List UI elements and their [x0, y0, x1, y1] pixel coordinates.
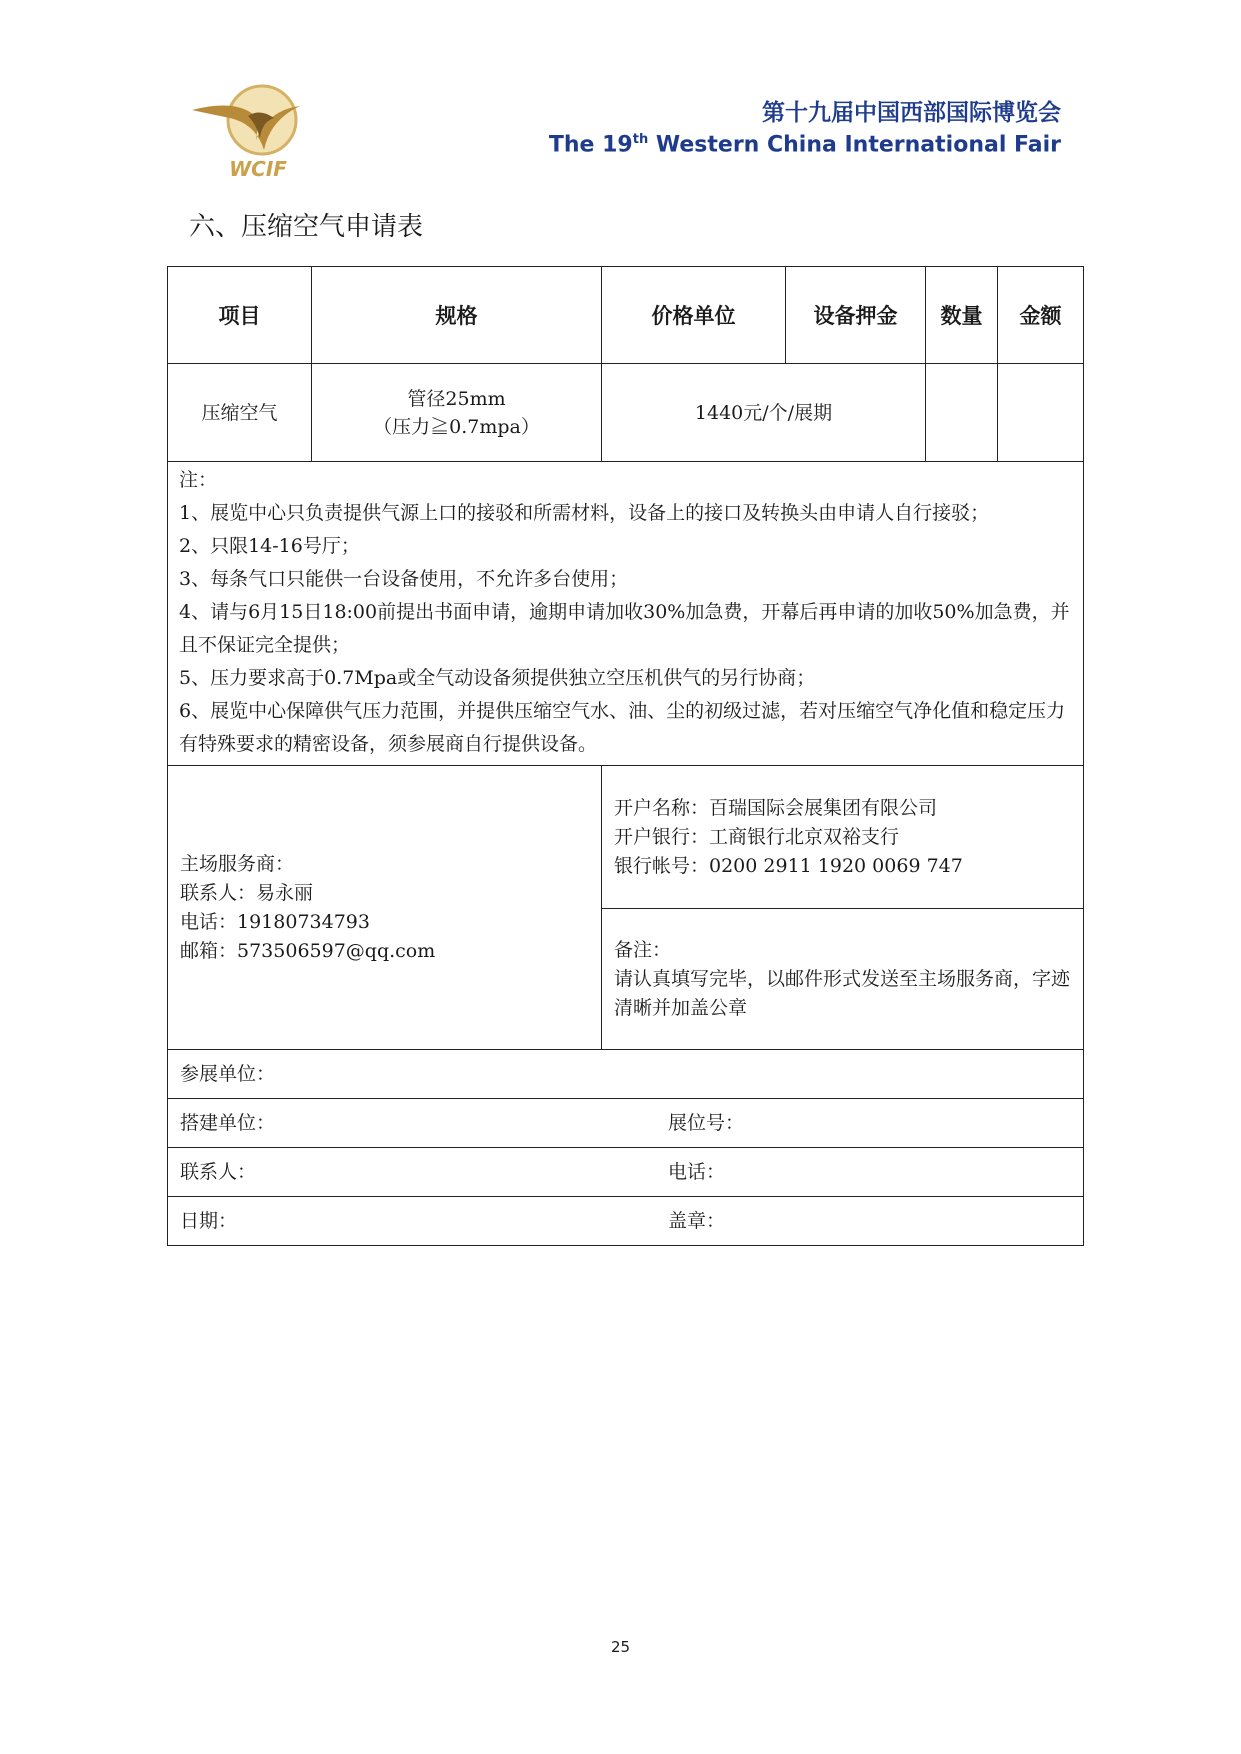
- notes-row: [168, 462, 1084, 766]
- wcif-logo: [190, 80, 320, 180]
- contact-label: 联系人：: [180, 1161, 257, 1183]
- header-title-en: The 19th Western China International Fair: [548, 132, 1061, 158]
- page-number: 25: [610, 1638, 631, 1656]
- svg-text:WCIF: WCIF: [229, 157, 287, 180]
- note-item: 5、压力要求高于0.7Mpa或全气动设备须提供独立空压机供气的另行协商；: [179, 667, 816, 689]
- item-row: [168, 364, 1084, 462]
- note-item: 4、请与6月15日18:00前提出书面申请，逾期申请加收30%加急费，开幕后再申请的加收50%加急费，并且不保证完全提供；: [179, 601, 1070, 656]
- info-row-top: [168, 766, 1084, 909]
- note-item: 1、展览中心只负责提供气源上口的接驳和所需材料，设备上的接口及转换头由申请人自行接驳；: [179, 502, 990, 524]
- builder-booth-field[interactable]: [168, 1099, 1084, 1148]
- builder-row: [168, 1099, 1084, 1148]
- contact-phone-field[interactable]: [168, 1148, 1084, 1197]
- col-header-quantity: 数量: [926, 267, 998, 364]
- item-spec: [312, 364, 602, 462]
- note-item: 3、每条气口只能供一台设备使用，不允许多台使用；: [179, 568, 629, 590]
- exhibitor-row: [168, 1050, 1084, 1099]
- col-header-price: 价格单位: [602, 267, 786, 364]
- date-stamp-field[interactable]: [168, 1197, 1084, 1246]
- item-name: 压缩空气: [168, 364, 312, 462]
- phone-label: 电话：: [668, 1161, 726, 1183]
- application-form-table: [167, 266, 1084, 1246]
- contact-row: [168, 1148, 1084, 1197]
- remark-text: 请认真填写完毕，以邮件形式发送至主场服务商，字迹清晰并加盖公章: [614, 967, 1071, 1019]
- header-title-cn: 第十九届中国西部国际博览会: [762, 100, 1061, 126]
- bank-name: 开户银行：工商银行北京双裕支行: [614, 825, 900, 848]
- notes-cell: [168, 462, 1084, 766]
- amount-cell[interactable]: [998, 364, 1084, 462]
- spec-line-1: 管径25mm: [407, 387, 506, 410]
- exhibitor-field[interactable]: [168, 1050, 1084, 1099]
- note-item: 6、展览中心保障供气压力范围，并提供压缩空气水、油、尘的初级过滤，若对压缩空气净化值和稳定压力有特殊要求的精密设备，须参展商自行提供设备。: [179, 700, 1066, 755]
- remark-label: 备注：: [614, 938, 672, 961]
- col-header-item: 项目: [168, 267, 312, 364]
- header-row: [168, 267, 1084, 364]
- item-price: 1440元/个/展期: [602, 364, 926, 462]
- contact-phone: 电话：19180734793: [180, 910, 370, 933]
- quantity-cell[interactable]: [926, 364, 998, 462]
- date-label: 日期：: [180, 1210, 238, 1232]
- account-name: 开户名称：百瑞国际会展集团有限公司: [614, 796, 938, 819]
- exhibitor-label: 参展单位：: [180, 1063, 276, 1085]
- stamp-label: 盖章：: [668, 1210, 726, 1232]
- date-row: [168, 1197, 1084, 1246]
- booth-label: 展位号：: [668, 1112, 745, 1134]
- col-header-amount: 金额: [998, 267, 1084, 364]
- spec-line-2: （压力≧0.7mpa）: [373, 415, 540, 438]
- notes-label: 注：: [179, 469, 218, 491]
- bank-cell: [602, 766, 1084, 909]
- provider-label: 主场服务商：: [180, 852, 295, 875]
- account-number: 银行帐号：0200 2911 1920 0069 747: [614, 854, 963, 877]
- col-header-spec: 规格: [312, 267, 602, 364]
- contact-email: 邮箱：573506597@qq.com: [180, 939, 436, 962]
- contact-person: 联系人：易永丽: [180, 881, 314, 904]
- note-item: 2、只限14-16号厅；: [179, 535, 360, 557]
- col-header-deposit: 设备押金: [786, 267, 926, 364]
- remark-cell: [602, 909, 1084, 1050]
- contact-cell: [168, 766, 602, 1050]
- builder-label: 搭建单位：: [180, 1112, 276, 1134]
- section-title: 六、压缩空气申请表: [189, 212, 424, 242]
